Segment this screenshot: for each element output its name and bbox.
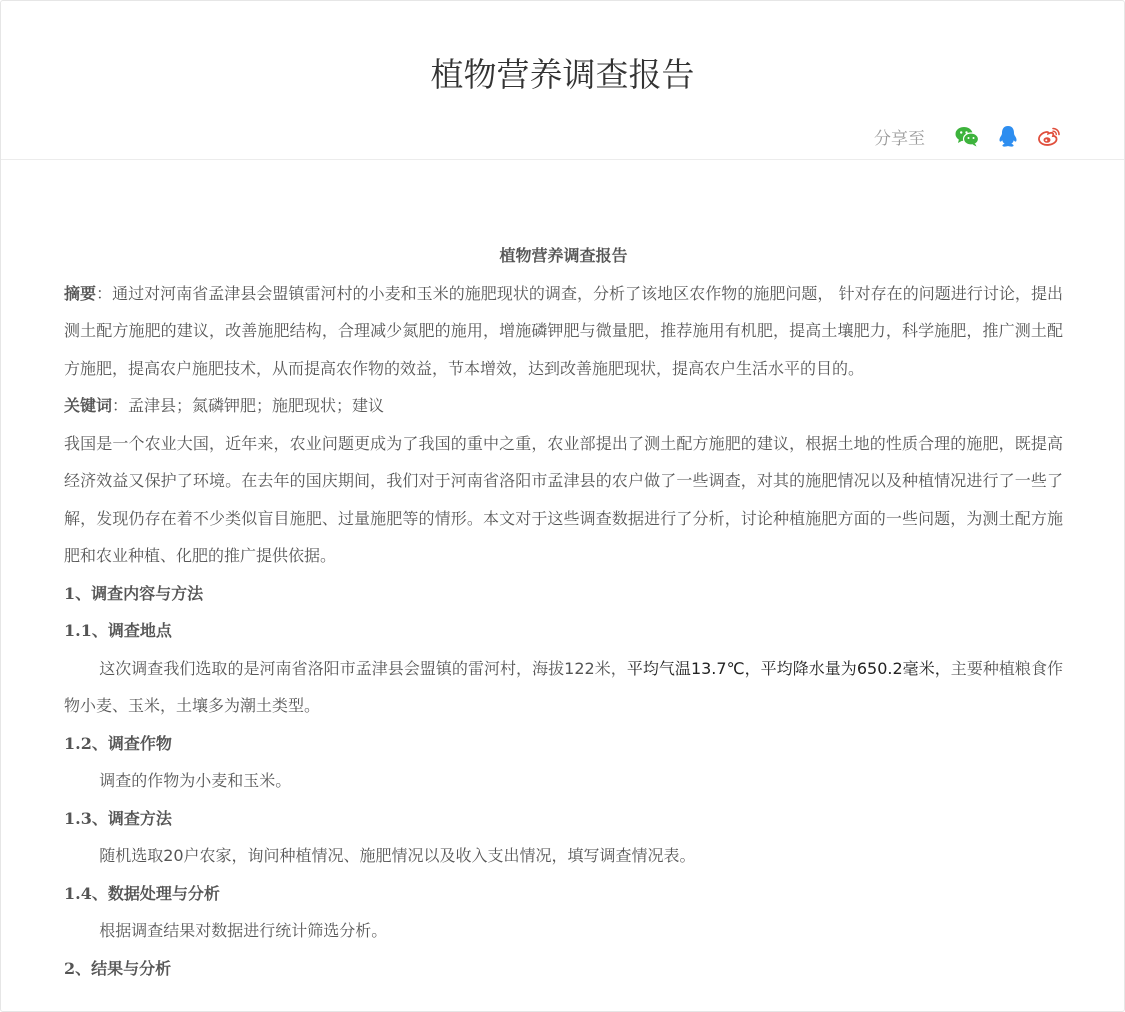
weibo-icon[interactable] <box>1036 123 1062 149</box>
intro-paragraph: 我国是一个农业大国，近年来，农业问题更成为了我国的重中之重，农业部提出了测土配方施肥的建议，根据土地的性质合理的施肥，既提高经济效益又保护了环境。在去年的国庆期间，我们对于河南省洛阳市孟津县的农户做了一些调查，对其的施肥情况以及种植情况进行了一些了解，发现仍存在着不少类似盲目施肥、过量施肥等的情形。本文对于这些调查数据进行了分析，讨论种植施肥方面的一些问题，为测土配方施肥和农业种植、化肥的推广提供依据。 <box>64 433 1063 565</box>
subsection-heading: 1.3、调查方法 <box>64 808 172 828</box>
keywords-text: ：孟津县；氮磷钾肥；施肥现状；建议 <box>112 396 385 415</box>
section-heading: 2、结果与分析 <box>64 958 172 978</box>
analysis-paragraph: 根据调查结果对数据进行统计筛选分析。 <box>99 921 388 940</box>
document-title: 植物营养调查报告 <box>499 246 628 265</box>
keywords-label: 关键词 <box>64 396 113 415</box>
article-body <box>64 237 1063 987</box>
location-paragraph <box>64 650 1063 725</box>
method-paragraph: 随机选取20户农家，询问种植情况、施肥情况以及收入支出情况，填写调查情况表。 <box>99 846 696 865</box>
subsection-heading: 1.2、调查作物 <box>64 733 172 753</box>
location-text: 这次调查我们选取的是河南省洛阳市孟津县会盟镇的雷河村，海拔122米， <box>99 658 627 678</box>
abstract-text: ：通过对河南省孟津县会盟镇雷河村的小麦和玉米的施肥现状的调查，分析了该地区农作物的施肥问题， 针对存在的问题进行讨论，提出测土配方施肥的建议，改善施肥结构，合理减少氮肥的施用，增施磷钾肥与微量肥，推荐施用有机肥，提高土壤肥力，科学施肥，推广测土配方施肥，提高农户施肥技术，从而提高农作物的效益，节本增效，达到改善施肥现状，提高农户生活水平的目的。 <box>64 283 1063 378</box>
section-heading: 1、调查内容与方法 <box>64 583 204 603</box>
keywords-paragraph <box>64 387 1063 425</box>
wechat-icon[interactable] <box>954 123 980 149</box>
crops-paragraph: 调查的作物为小麦和玉米。 <box>99 771 292 790</box>
climate-text: 平均气温13.7℃，平均降水量为650.2毫米， <box>626 658 951 678</box>
page-title: 植物营养调查报告 <box>430 55 695 94</box>
share-bar <box>874 122 1062 150</box>
share-label: 分享至 <box>874 128 925 149</box>
qq-icon[interactable] <box>995 123 1021 149</box>
abstract-label: 摘要 <box>64 283 97 303</box>
subsection-heading: 1.1、调查地点 <box>64 621 172 640</box>
crops-text: 主要种植粮食作物小麦、玉米，土壤多为潮土类型。 <box>64 658 1063 715</box>
article-header <box>1 1 1124 160</box>
abstract-paragraph <box>64 275 1063 388</box>
subsection-heading: 1.4、数据处理与分析 <box>64 883 220 903</box>
